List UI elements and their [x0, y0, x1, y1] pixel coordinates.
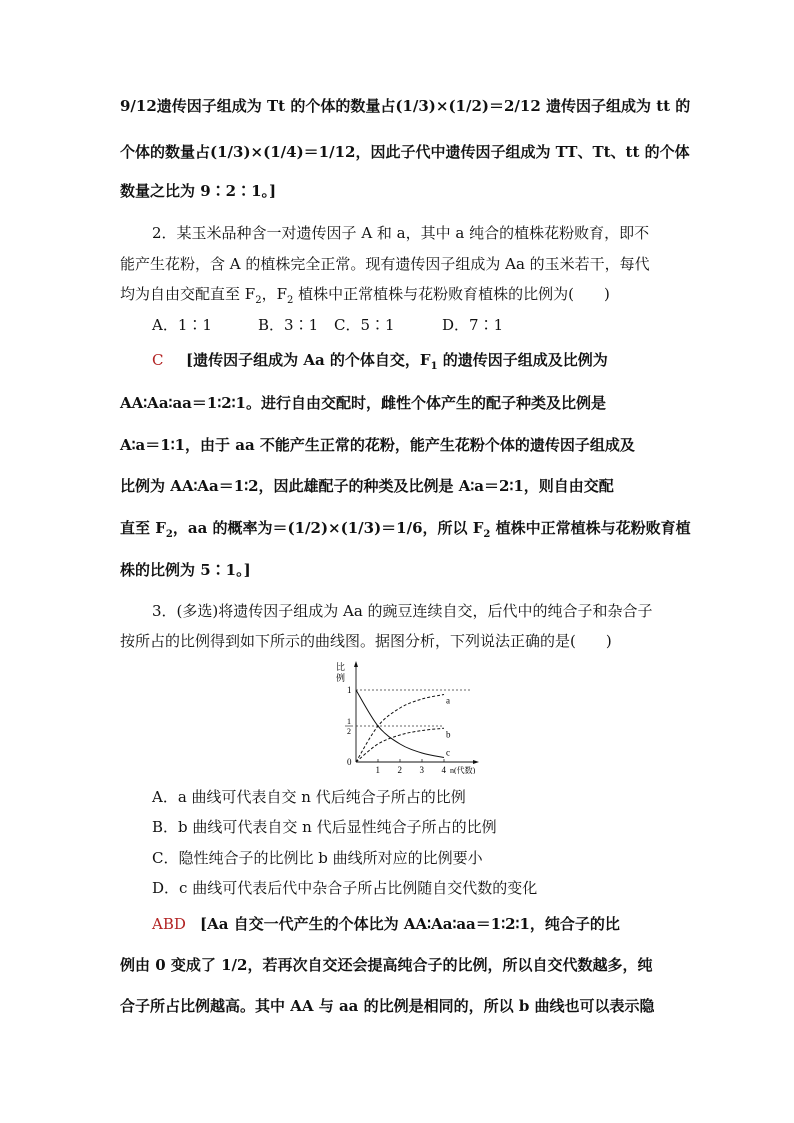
q2-option-c: C．5∶1: [334, 316, 395, 334]
q3-option-b: B．b 曲线可代表自交 n 代后显性纯合子所占的比例: [152, 818, 497, 836]
y-tick-label-0: 0: [347, 757, 352, 767]
q2-explanation-line-3: A∶a＝1∶1，由于 aa 不能产生正常的花粉，能产生花粉个体的遗传因子组成及: [120, 436, 635, 454]
x-tick-label-3: 3: [419, 765, 424, 774]
q2-option-b: B．3∶1: [258, 316, 319, 334]
series-b-label: b: [446, 729, 451, 740]
q3-option-a: A．a 曲线可代表自交 n 代后纯合子所占的比例: [152, 788, 466, 806]
explanation-line-1: 9/12遗传因子组成为 Tt 的个体的数量占(1/3)×(1/2)＝2/12 遗传因子组成为 tt 的: [120, 97, 691, 115]
q2-option-d: D．7∶1: [442, 316, 504, 334]
explanation-line-2: 个体的数量占(1/3)×(1/4)＝1/12，因此子代中遗传因子组成为 TT、Tt、tt 的个体: [120, 143, 690, 161]
q2-option-a: A．1∶1: [152, 316, 212, 334]
q3-answer: ABD: [152, 915, 186, 933]
x-axis-arrow: [473, 760, 479, 764]
x-tick-label-2: 2: [397, 765, 402, 774]
q3-stem-line-1: 3．(多选)将遗传因子组成为 Aa 的豌豆连续自交，后代中的纯合子和杂合子: [152, 602, 653, 620]
q2-explanation-line-2: AA∶Aa∶aa＝1∶2∶1。进行自由交配时，雌性个体产生的配子种类及比例是: [120, 394, 607, 412]
y-tick-label-half: [345, 717, 353, 736]
q2-stem-line-1: 2．某玉米品种含一对遗传因子 A 和 a，其中 a 纯合的植株花粉败育，即不: [152, 224, 650, 242]
x-tick-label-4: 4: [441, 765, 446, 774]
series-a-curve: [356, 695, 444, 763]
q2-stem-line-3: 均为自由交配直至 $F_2$，$F_2$ 植株中正常植株与花粉败育植株的比例为( ): [120, 285, 610, 306]
explanation-line-3: 数量之比为 9∶2∶1。]: [120, 182, 277, 200]
q3-stem-line-2: 按所占的比例得到如下所示的曲线图。据图分析，下列说法正确的是( ): [120, 632, 612, 650]
q3-explanation-line-1: [Aa 自交一代产生的个体比为 AA∶Aa∶aa＝1∶2∶1，纯合子的比: [200, 915, 620, 933]
q2-answer: C: [152, 351, 164, 369]
q2-explanation-line-6: 株的比例为 5∶1。]: [120, 561, 251, 579]
series-c-label: c: [446, 747, 450, 758]
x-tick-label-1: 1: [375, 765, 380, 774]
series-c-curve: [356, 690, 444, 758]
y-axis-label: [336, 661, 345, 683]
q3-option-c: C．隐性纯合子的比例比 b 曲线所对应的比例要小: [152, 849, 483, 867]
x-axis-label: n(代数): [450, 766, 476, 774]
svg-text:比: 比: [336, 662, 346, 672]
svg-text:例: 例: [336, 673, 346, 683]
y-tick-label-1: 1: [347, 685, 352, 695]
y-axis-arrow: [354, 661, 358, 667]
q3-explanation-line-2: 例由 0 变成了 1/2，若再次自交还会提高纯合子的比例，所以自交代数越多，纯: [120, 956, 653, 974]
series-a-label: a: [446, 695, 450, 706]
q2-explanation-line-1: [遗传因子组成为 Aa 的个体自交，$F_1$ 的遗传因子组成及比例为: [186, 351, 608, 372]
q2-explanation-line-4: 比例为 AA∶Aa＝1∶2，因此雄配子的种类及比例是 A∶a＝2∶1，则自由交配: [120, 477, 614, 495]
svg-text:1: 1: [347, 717, 351, 726]
inbreeding-ratio-chart: [330, 658, 490, 774]
svg-text:2: 2: [347, 727, 351, 736]
q2-explanation-line-5: 直至 $F_2$，aa 的概率为＝(1/2)×(1/3)＝1/6，所以 $F_2$ 植株中正常植株与花粉败育植: [120, 519, 691, 540]
q3-explanation-line-3: 合子所占比例越高。其中 AA 与 aa 的比例是相同的，所以 b 曲线也可以表示隐: [120, 997, 655, 1015]
q2-stem-line-2: 能产生花粉，含 A 的植株完全正常。现有遗传因子组成为 Aa 的玉米若干，每代: [120, 255, 650, 273]
q3-option-d: D．c 曲线可代表后代中杂合子所占比例随自交代数的变化: [152, 879, 538, 897]
series-b-curve: [356, 728, 444, 762]
